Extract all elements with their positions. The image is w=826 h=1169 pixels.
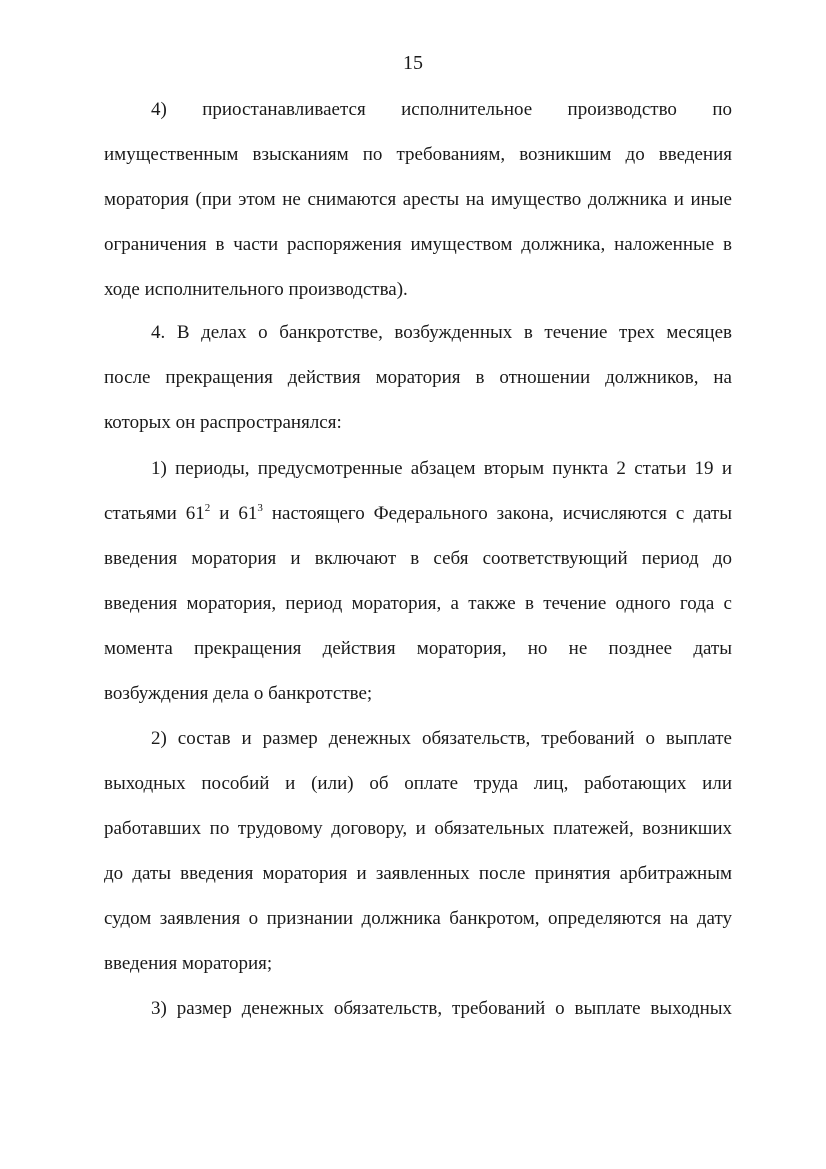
text-line-with-superscripts <box>104 501 732 527</box>
text-line: 1) периоды, предусмотренные абзацем вторым пункта 2 статьи 19 и <box>151 458 732 479</box>
text-line: 4. В делах о банкротстве, возбужденных в течение трех месяцев <box>151 322 732 343</box>
text-line: выходных пособий и (или) об оплате труда лиц, работающих или <box>104 773 732 794</box>
text-line: введения моратория; <box>104 953 273 974</box>
text-line: моратория (при этом не снимаются аресты на имущество должника и иные <box>104 189 732 210</box>
text-line: судом заявления о признании должника банкротом, определяются на дату <box>104 908 732 929</box>
text-line: после прекращения действия моратория в отношении должников, на <box>104 367 732 388</box>
superscript: 3 <box>257 501 263 514</box>
text-line: работавших по трудовому договору, и обязательных платежей, возникших <box>104 818 732 839</box>
page-number: 15 <box>403 52 423 74</box>
superscript: 2 <box>204 501 211 514</box>
text-fragment: и 61 <box>210 503 258 524</box>
text-line: имущественным взысканиям по требованиям, возникшим до введения <box>104 144 732 165</box>
text-fragment: настоящего Федерального закона, исчисляются с даты <box>262 503 732 524</box>
text-line: ограничения в части распоряжения имуществом должника, наложенные в <box>104 234 732 255</box>
text-line: введения моратория и включают в себя соответствующий период до <box>104 548 732 569</box>
text-line: 2) состав и размер денежных обязательств, требований о выплате <box>151 728 732 749</box>
text-line: 3) размер денежных обязательств, требований о выплате выходных <box>151 998 732 1019</box>
text-fragment: статьями 61 <box>104 503 205 524</box>
text-line: ходе исполнительного производства). <box>104 279 408 300</box>
text-line: до даты введения моратория и заявленных после принятия арбитражным <box>104 863 732 884</box>
text-line: введения моратория, период моратория, а также в течение одного года с <box>104 593 732 614</box>
text-line: момента прекращения действия моратория, но не позднее даты <box>104 638 732 659</box>
text-line: возбуждения дела о банкротстве; <box>104 683 373 704</box>
text-line: 4) приостанавливается исполнительное производство по <box>151 99 732 120</box>
text-line: которых он распространялся: <box>104 412 342 433</box>
